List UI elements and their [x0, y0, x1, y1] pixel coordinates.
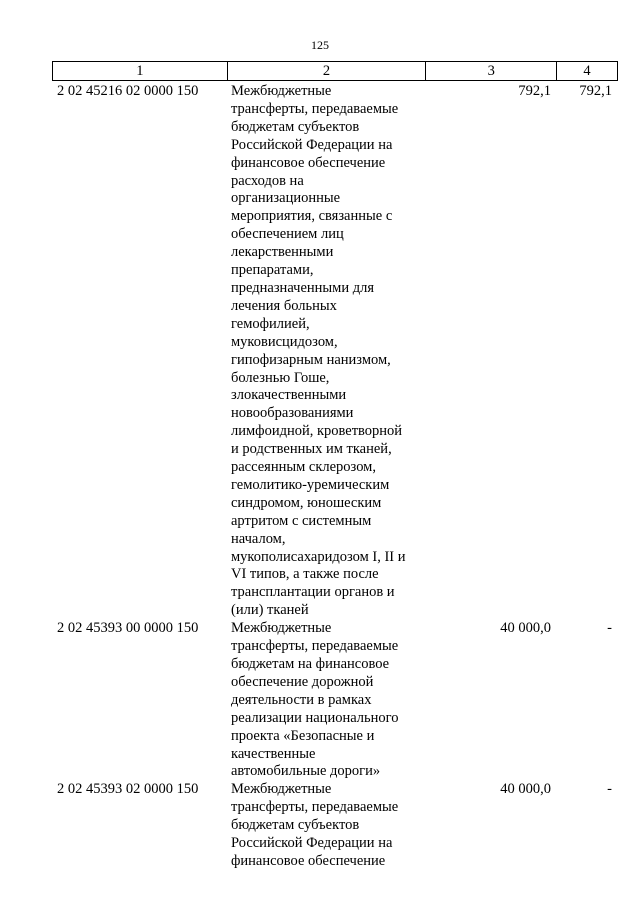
amount-column-4-cell: - — [607, 781, 612, 798]
column-header-4: 4 — [557, 62, 618, 80]
budget-table — [52, 61, 618, 871]
table-body — [52, 81, 618, 871]
budget-code-cell: 2 02 45393 02 0000 150 — [57, 781, 199, 798]
description-line: болезнью Гоше, — [231, 369, 330, 386]
column-header-1: 1 — [53, 62, 228, 80]
description-line: трансферты, передаваемые — [231, 638, 399, 655]
budget-code-cell: 2 02 45393 00 0000 150 — [57, 620, 199, 637]
description-line: трансплантации органов и — [231, 584, 395, 601]
description-cell — [227, 781, 426, 871]
description-line: артритом с системным — [231, 512, 372, 529]
description-line: бюджетам на финансовое — [231, 656, 390, 672]
amount-column-3-cell: 40 000,0 — [500, 781, 551, 798]
amount-column-3-cell: 40 000,0 — [500, 620, 551, 637]
description-line: Российской Федерации на — [231, 835, 393, 852]
description-line: финансовое обеспечение — [231, 154, 386, 171]
description-line: трансферты, передаваемые — [231, 799, 399, 816]
description-line: обеспечением лиц — [231, 226, 344, 243]
description-line: гемолитико-уремическим — [231, 476, 390, 493]
description-line: расходов на — [231, 172, 304, 189]
description-line: злокачественными — [231, 387, 347, 404]
description-line: деятельности в рамках — [231, 691, 372, 708]
table-row — [52, 620, 618, 781]
description-line: Межбюджетные — [231, 620, 332, 637]
description-line: Межбюджетные — [231, 781, 332, 798]
description-line: обеспечение дорожной — [231, 673, 374, 690]
description-line: муковисцидозом, — [231, 333, 338, 350]
description-line: Российской Федерации на — [231, 136, 393, 153]
description-line: качественные — [231, 745, 316, 762]
description-line: бюджетам субъектов — [231, 817, 360, 834]
description-line: проекта «Безопасные и — [231, 727, 375, 744]
description-line: организационные — [231, 190, 341, 207]
description-line: лечения больных — [231, 297, 337, 314]
description-line: синдромом, юношеским — [231, 494, 382, 511]
description-line: рассеянным склерозом, — [231, 459, 376, 476]
description-line: VI типов, а также после — [231, 566, 379, 583]
description-cell — [227, 620, 426, 781]
description-line: лекарственными — [231, 244, 334, 261]
description-line: новообразованиями — [231, 405, 354, 422]
description-cell — [227, 83, 426, 620]
amount-column-4-cell: - — [607, 620, 612, 637]
budget-code-cell: 2 02 45216 02 0000 150 — [57, 83, 199, 99]
description-line: гемофилией, — [231, 315, 310, 332]
description-line: предназначенными для — [231, 279, 375, 296]
description-line: препаратами, — [231, 262, 314, 279]
description-line: и родственных им тканей, — [231, 441, 392, 458]
description-line: бюджетам субъектов — [231, 118, 360, 135]
description-line: Межбюджетные — [231, 83, 332, 99]
amount-column-4-cell: 792,1 — [579, 83, 612, 99]
description-line: финансовое обеспечение — [231, 852, 386, 869]
description-line: трансферты, передаваемые — [231, 100, 399, 117]
description-line: мероприятия, связанные с — [231, 208, 393, 225]
page-number: 125 — [311, 38, 329, 52]
table-row — [52, 781, 618, 871]
description-line: (или) тканей — [231, 602, 309, 619]
description-line: реализации национального — [231, 709, 399, 726]
description-line: автомобильные дороги» — [231, 763, 381, 780]
table-header-row — [52, 61, 618, 81]
description-line: гипофизарным нанизмом, — [231, 351, 391, 368]
amount-column-3-cell: 792,1 — [518, 83, 551, 99]
description-line: лимфоидной, кроветворной — [231, 423, 403, 440]
column-header-2: 2 — [228, 62, 427, 80]
description-line: мукополисахаридозом I, II и — [231, 548, 406, 565]
table-row — [52, 83, 618, 620]
description-line: началом, — [231, 530, 286, 547]
column-header-3: 3 — [426, 62, 557, 80]
